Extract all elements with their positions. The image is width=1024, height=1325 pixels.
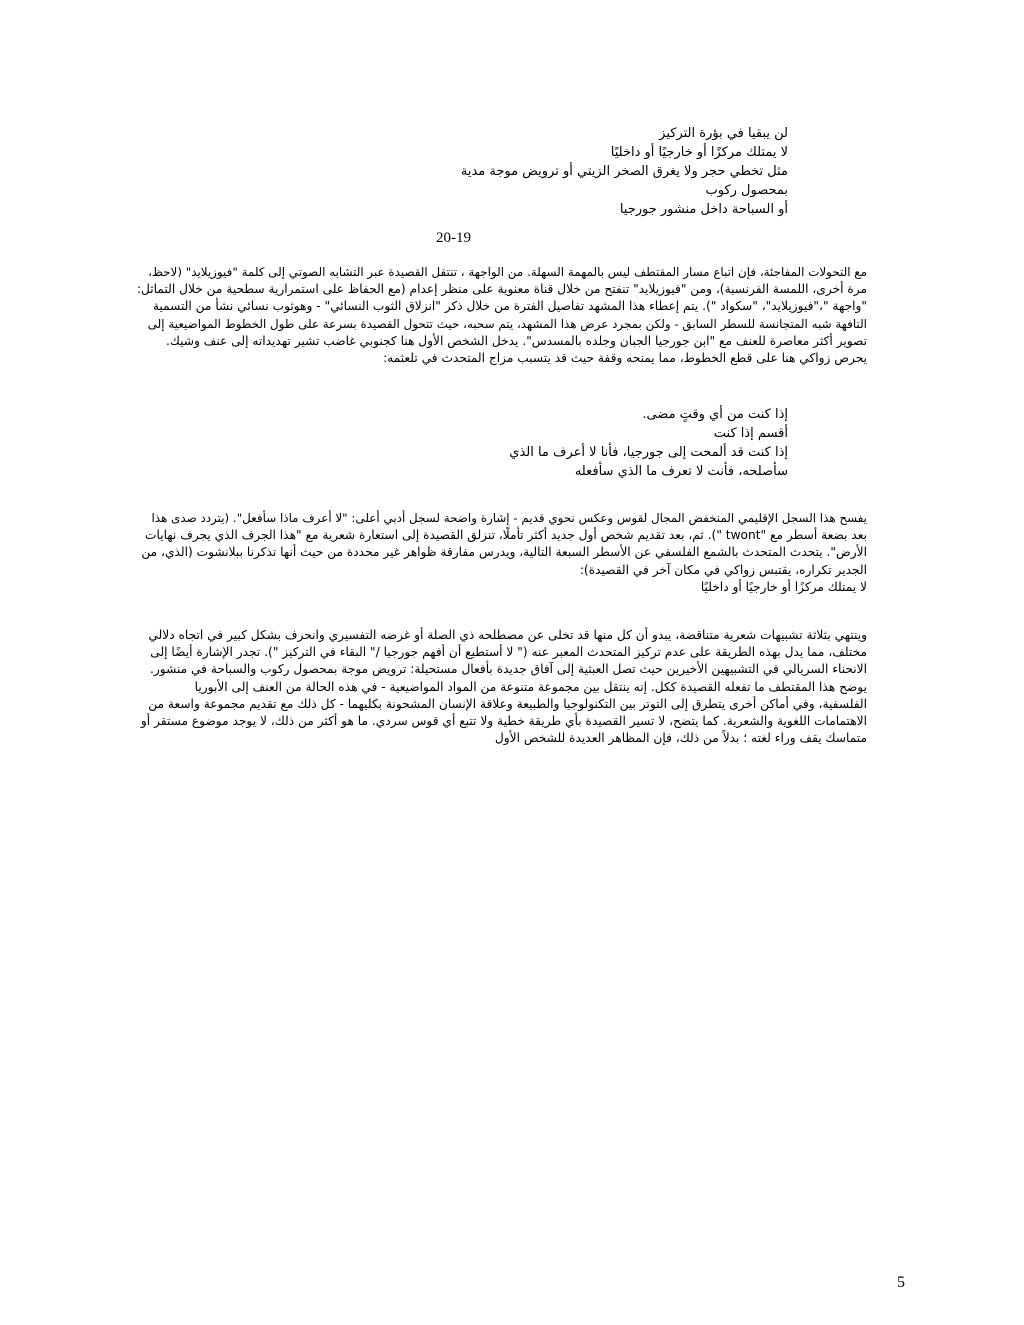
paragraph-line: يوضح هذا المقتطف ما تفعله القصيدة ككل. إنه ينتقل بين مجموعة متنوعة من المواد المواضيعية - في هذه الحالة من العنف إلى الأبوريا <box>194 679 867 694</box>
paragraph-line: الاهتمامات اللغوية والشعرية. كما يتضح، لا تسير القصيدة بأي طريقة خطية ولا تتبع أي قوس سردي. ما هو أكثر من ذلك، لا يوجد موضوع مستقر أو <box>140 714 867 729</box>
paragraph-line: متماسك يقف وراء لغته ؛ بدلاً من ذلك، فإن المظاهر العديدة للشخص الأول <box>494 731 867 746</box>
section-heading: 20-19 <box>436 230 471 246</box>
paragraph-line: "واجهة "،"فيوزيلايد"، "سكواد "). يتم إعطاء هذا المشهد تفاصيل الفترة من خلال ذكر "انزلاق الثوب النسائي" - وهوثوب نسائي نشأ من التسمية <box>152 299 867 314</box>
paragraph-line: الانحناء السريالي في التشبيهين الأخيرين حيث تصل العبثية إلى آفاق جديدة بأفعال مستحيلة: ترويض موجة بمحصول ركوب والسباحة في منشور. <box>150 662 867 677</box>
paragraph-line: مع التحولات المفاجئة، فإن اتباع مسار المقتطف ليس بالمهمة السهلة. من الواجهة ، تنتقل القصيدة عبر التشابه الصوتي إلى كلمة "فيوزيلايد" (لاحظ، <box>148 265 867 279</box>
paragraph-line: التافهة شبه المتجانسة للسطر السابق - ولكن بمجرد عرض هذا المشهد، يتم سحبه، حيث تتحول القصيدة بسرعة على طول الخطوط المواضيعية إلى <box>147 316 867 331</box>
paragraph-line: يفسح هذا السجل الإقليمي المنخفض المجال لقوس وعكس نحوي قديم - إشارة واضحة لسجل أدبي أعلى: "لا أعرف ماذا سأفعل". (يتردد صدى هذا <box>151 511 867 525</box>
paragraph-line: تصوير أكثر معاصرة للعنف مع "ابن جورجيا الجبان وجلده بالمسدس". يدخل الشخص الأول هنا كجنوبي غاضب تشير تهديداته إلى عنف وشيك. <box>165 333 867 348</box>
paragraph-line: الفلسفية، وفي أماكن أخرى يتطرق إلى التوتر بين التكنولوجيا والطبيعة وعلاقة الإنسان المشحونة بكليهما - كل ذلك مع تقديم مجموعة واسعة من <box>148 696 867 711</box>
poem-excerpt-2 <box>228 405 788 481</box>
poem-line: أقسم إذا كنت <box>713 426 788 441</box>
paragraph-line: الأرض". يتحدث المتحدث بالشمع الفلسفي عن الأسطر السبعة التالية، ويدرس مفارقة ظواهر غير محددة من حيث أنها تذكرنا ببلانشوت (الذي، من <box>141 545 867 560</box>
poem-line: بمحصول ركوب <box>705 183 788 198</box>
poem-line: أو السباحة داخل منشور جورجيا <box>619 202 788 217</box>
paragraph-2 <box>137 510 867 596</box>
poem-line: لن يبقيا في بؤرة التركيز <box>659 126 788 141</box>
paragraph-3 <box>137 627 867 747</box>
paragraph-line: لا يمتلك مركزًا أو خارجيًا أو داخليًا <box>700 579 867 594</box>
poem-line: لا يمتلك مركزًا أو خارجيًا أو داخليًا <box>610 145 788 160</box>
poem-excerpt-1 <box>228 124 788 219</box>
paragraph-line: مرة أخرى، اللمسة الفرنسية)، ومن "فيوزيلايد" تنفتح من خلال قناة معنوية على منظر إعدام (مع الحفاظ على استمرارية سطحية من خلال التماثل: <box>136 282 867 297</box>
page-number: 5 <box>897 1274 905 1291</box>
poem-line: مثل تخطي حجر ولا يغرق الصخر الزيتي أو ترويض موجة مدية <box>460 164 788 179</box>
paragraph-line: بعد بضعة أسطر مع "twont "). ثم، بعد تقديم شخص أول جديد أكثر تأملًا، تنزلق القصيدة إلى استعارة شعرية مع "هذا الجرف الذي يجرف نهايات <box>145 528 867 543</box>
poem-line: إذا كنت من أي وقتٍ مضى. <box>642 407 788 422</box>
paragraph-line: مختلف، مما يدل بهذه الطريقة على عدم تركيز المتحدث المعبر عنه (" لا أستطيع أن أفهم جورجيا /" البقاء في التركيز "). تجدر الإشارة أيضًا إلى <box>150 645 867 660</box>
paragraph-line: وينتهي بثلاثة تشبيهات شعرية متناقضة، يبدو أن كل منها قد تخلى عن مصطلحه ذي الصلة أو غرضه التفسيري وانحرف بشكل كبير في اتجاه دلالي <box>148 628 867 642</box>
paragraph-1 <box>137 264 867 367</box>
paragraph-line: الجدير تكراره، يقتبس زواكي في مكان آخر في القصيدة): <box>579 562 867 577</box>
paragraph-line: يحرص زواكي هنا على قطع الخطوط، مما يمنحه وقفة حيث قد يتسبب مزاج المتحدث في تلعثمه: <box>383 351 867 366</box>
poem-line: إذا كنت قد ألمحت إلى جورجيا، فأنا لا أعرف ما الذي <box>509 445 788 460</box>
poem-line: سأصلحه، فأنت لا تعرف ما الذي سأفعله <box>574 464 788 479</box>
